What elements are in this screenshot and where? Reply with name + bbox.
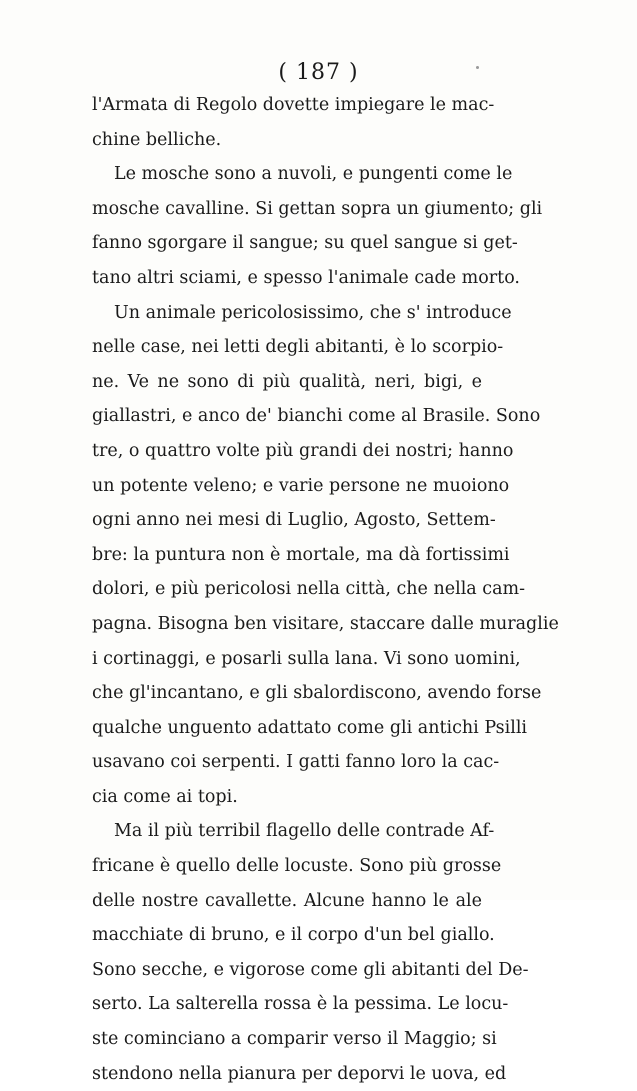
text-line: serto. La salterella rossa è la pessima. Le locu- [92, 994, 509, 1015]
paragraph-start-line: Ma il più terribil flagello delle contrade Af- [114, 821, 495, 842]
text-line: fricane è quello delle locuste. Sono più grosse [92, 856, 502, 877]
text-line: macchiate di bruno, e il corpo d'un bel giallo. [92, 925, 495, 946]
paragraph-start-line: Le mosche sono a nuvoli, e pungenti come le [114, 164, 513, 185]
text-line: delle nostre cavallette. Alcune hanno le ale [92, 890, 482, 911]
text-line: fanno sgorgare il sangue; su quel sangue si get- [92, 233, 518, 254]
page-number: ( 187 ) [278, 60, 359, 85]
text-line: ne. Ve ne sono di più qualità, neri, bigi, e [92, 371, 482, 392]
text-line: stendono nella pianura per deporvi le uova, ed [92, 1063, 507, 1084]
text-line: mosche cavalline. Si gettan sopra un giumento; gli [92, 198, 543, 219]
paragraph-start-line: Un animale pericolosissimo, che s' introduce [114, 302, 512, 323]
text-line: usavano coi serpenti. I gatti fanno loro la cac- [92, 752, 500, 773]
body-text [92, 88, 559, 1091]
text-line: giallastri, e anco de' bianchi come al Brasile. Sono [92, 406, 541, 427]
text-line: dolori, e più pericolosi nella città, che nella cam- [92, 579, 526, 600]
text-line: ogni anno nei mesi di Luglio, Agosto, Settem- [92, 510, 496, 531]
text-line: cia come ai topi. [92, 786, 238, 807]
text-line: ste cominciano a comparir verso il Maggio; si [92, 1029, 497, 1050]
text-line: Sono secche, e vigorose come gli abitanti del De- [92, 959, 529, 980]
text-line: bre: la puntura non è mortale, ma dà fortissimi [92, 544, 510, 565]
text-line: pagna. Bisogna ben visitare, staccare dalle muraglie [92, 613, 559, 634]
text-line: un potente veleno; e varie persone ne muoiono [92, 475, 510, 496]
text-line: che gl'incantano, e gli sbalordiscono, avendo forse [92, 683, 542, 704]
text-line: tre, o quattro volte più grandi dei nostri; hanno [92, 440, 514, 461]
text-line: qualche unguento adattato come gli antichi Psilli [92, 717, 528, 738]
text-line: chine belliche. [92, 129, 222, 150]
text-line: tano altri sciami, e spesso l'animale cade morto. [92, 267, 520, 288]
text-line: l'Armata di Regolo dovette impiegare le mac- [92, 95, 495, 115]
text-line: i cortinaggi, e posarli sulla lana. Vi sono uomini, [92, 648, 521, 669]
text-line: nelle case, nei letti degli abitanti, è lo scorpio- [92, 337, 504, 358]
